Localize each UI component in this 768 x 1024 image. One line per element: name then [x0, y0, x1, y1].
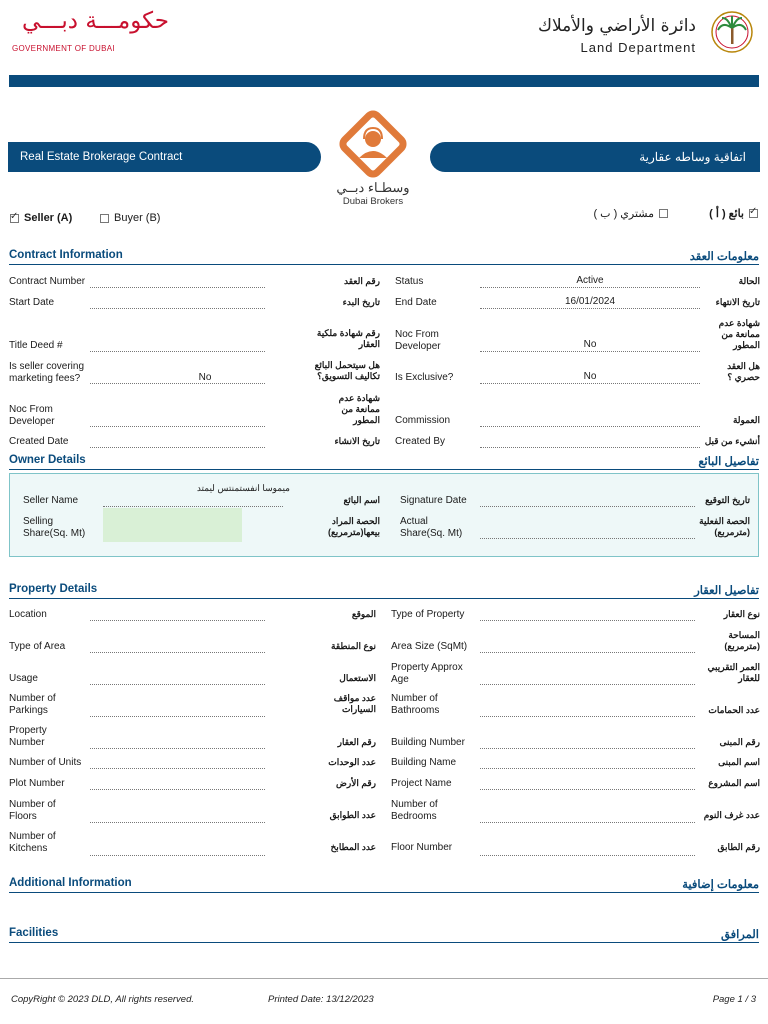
- noc-left-label: Noc From Developer: [9, 404, 55, 427]
- usage-label: Usage: [9, 673, 38, 684]
- noc-right-value: No: [583, 339, 597, 350]
- units-field[interactable]: [90, 768, 265, 769]
- is-exclusive-ar: هل العقد حصري ؟: [727, 361, 760, 382]
- section-title: Property Details: [9, 583, 98, 595]
- project-name-field[interactable]: [480, 789, 695, 790]
- building-number-ar: رقم المبنى: [719, 737, 760, 747]
- property-number-ar: رقم العقار: [337, 737, 376, 747]
- footer-divider: [0, 978, 768, 979]
- section-title: Additional Information: [9, 877, 132, 889]
- floors-field[interactable]: [90, 822, 265, 823]
- section-title-ar: المرافق: [721, 929, 759, 941]
- gov-logo-arabic: حكومـــة دبـــي: [22, 8, 170, 34]
- property-number-label: Property Number: [9, 725, 47, 748]
- floor-number-ar: رقم الطابق: [717, 842, 760, 852]
- bedrooms-field[interactable]: [480, 822, 695, 823]
- commission-ar: العمولة: [732, 415, 760, 425]
- location-field[interactable]: [90, 620, 265, 621]
- noc-left-field[interactable]: [90, 426, 265, 427]
- title-deed-field[interactable]: [90, 351, 265, 352]
- kitchens-label: Number of Kitchens: [9, 831, 56, 854]
- selling-share-input[interactable]: [103, 508, 242, 542]
- actual-share-label: Actual Share(Sq. Mt): [400, 516, 463, 539]
- section-title: Contract Information: [9, 249, 123, 261]
- dubai-brokers-logo-icon: [335, 106, 411, 182]
- contract-number-field[interactable]: [90, 287, 265, 288]
- title-english: Real Estate Brokerage Contract: [8, 142, 321, 172]
- end-date-label: End Date: [395, 297, 437, 308]
- property-number-field[interactable]: [90, 748, 265, 749]
- type-of-property-label: Type of Property: [391, 609, 465, 620]
- section-title: Owner Details: [9, 454, 86, 466]
- units-ar: عدد الوحدات: [328, 757, 376, 767]
- end-date-value: 16/01/2024: [564, 296, 616, 307]
- printed-date: Printed Date: 13/12/2023: [268, 994, 374, 1005]
- actual-share-field[interactable]: [480, 538, 695, 539]
- seller-name-label: Seller Name: [23, 495, 79, 506]
- building-name-ar: اسم المبنى: [718, 757, 760, 767]
- plot-number-field[interactable]: [90, 789, 265, 790]
- approx-age-label: Property Approx Age: [391, 662, 463, 685]
- start-date-label: Start Date: [9, 297, 55, 308]
- created-date-ar: تاريخ الانشاء: [334, 436, 380, 446]
- type-of-area-field[interactable]: [90, 652, 265, 653]
- usage-field[interactable]: [90, 684, 265, 685]
- floor-number-label: Floor Number: [391, 842, 453, 853]
- buyer-label-ar: مشتري ( ب ): [593, 208, 654, 220]
- type-of-area-label: Type of Area: [9, 641, 66, 652]
- type-of-property-field[interactable]: [480, 620, 695, 621]
- seller-marketing-value: No: [198, 372, 212, 383]
- parkings-label: Number of Parkings: [9, 693, 56, 716]
- start-date-field[interactable]: [90, 308, 265, 309]
- status-value: Active: [576, 275, 604, 286]
- owner-details-header: [9, 454, 759, 470]
- buyer-option[interactable]: [100, 212, 160, 224]
- checkbox-icon[interactable]: [659, 209, 668, 218]
- end-date-field[interactable]: [480, 308, 700, 309]
- title-deed-label: Title Deed #: [9, 340, 63, 351]
- building-number-label: Building Number: [391, 737, 465, 748]
- type-of-property-ar: نوع العقار: [723, 609, 760, 619]
- bedrooms-ar: عدد غرف النوم: [703, 810, 760, 820]
- noc-right-ar: شهادة عدم ممانعة من المطور: [718, 318, 760, 350]
- kitchens-ar: عدد المطابخ: [330, 842, 376, 852]
- noc-left-ar: شهادة عدم ممانعة من المطور: [338, 393, 380, 425]
- bathrooms-field[interactable]: [480, 716, 695, 717]
- commission-label: Commission: [395, 415, 451, 426]
- signature-date-ar: تاريخ التوقيع: [705, 495, 750, 505]
- building-number-field[interactable]: [480, 748, 695, 749]
- status-label: Status: [395, 276, 424, 287]
- is-exclusive-field[interactable]: [480, 383, 700, 384]
- noc-right-field[interactable]: [480, 351, 700, 352]
- contract-info-header: [9, 249, 759, 265]
- project-name-label: Project Name: [391, 778, 452, 789]
- contract-number-ar: رقم العقد: [344, 276, 380, 286]
- units-label: Number of Units: [9, 757, 82, 768]
- approx-age-field[interactable]: [480, 684, 695, 685]
- created-by-label: Created By: [395, 436, 446, 447]
- signature-date-label: Signature Date: [400, 495, 467, 506]
- land-department-emblem-icon: [710, 10, 754, 54]
- approx-age-ar: العمر التقريبي للعقار: [707, 662, 760, 683]
- seller-marketing-label: Is seller covering marketing fees?: [9, 361, 85, 384]
- seller-name-value: ميموسا انفستمنتس ليمتد: [196, 483, 290, 493]
- kitchens-field[interactable]: [90, 855, 265, 856]
- section-title-ar: معلومات العقد: [689, 251, 759, 263]
- status-field[interactable]: [480, 287, 700, 288]
- area-size-ar: المساحة (مترمربع): [724, 630, 760, 651]
- building-name-label: Building Name: [391, 757, 457, 768]
- created-by-field[interactable]: [480, 447, 700, 448]
- is-exclusive-label: Is Exclusive?: [395, 372, 454, 383]
- parkings-field[interactable]: [90, 716, 265, 717]
- facilities-header: [9, 927, 759, 943]
- copyright-text: CopyRight © 2023 DLD, All rights reserved.: [11, 994, 195, 1005]
- property-details-header: [9, 583, 759, 599]
- buyer-label: Buyer (B): [114, 212, 161, 224]
- floor-number-field[interactable]: [480, 855, 695, 856]
- location-ar: الموقع: [351, 609, 376, 619]
- title-arabic: اتفاقية وساطه عقارية: [430, 142, 760, 172]
- created-by-ar: أنشيء من قبل: [704, 436, 760, 446]
- buyer-option-ar[interactable]: [593, 207, 668, 220]
- signature-date-field[interactable]: [480, 506, 695, 507]
- end-date-ar: تاريخ الانتهاء: [715, 297, 760, 307]
- status-ar: الحالة: [738, 276, 760, 286]
- seller-name-ar: اسم البائع: [343, 495, 380, 505]
- building-name-field[interactable]: [480, 768, 695, 769]
- seller-name-field[interactable]: [103, 506, 283, 507]
- additional-info-header: [9, 877, 759, 893]
- header-bar: [9, 75, 759, 87]
- checkbox-icon[interactable]: [10, 214, 19, 223]
- created-date-field[interactable]: [90, 447, 265, 448]
- seller-label-ar: بائع ( أ ): [709, 208, 744, 220]
- bedrooms-label: Number of Bedrooms: [391, 799, 438, 822]
- seller-option-ar[interactable]: [709, 207, 758, 220]
- plot-number-label: Plot Number: [9, 778, 65, 789]
- floors-ar: عدد الطوابق: [329, 810, 376, 820]
- usage-ar: الاستعمال: [339, 673, 376, 683]
- location-label: Location: [9, 609, 47, 620]
- selling-share-ar: الحصة المراد بيعها(مترمربع): [327, 516, 380, 537]
- commission-field[interactable]: [480, 426, 700, 427]
- page-number: Page 1 / 3: [712, 994, 756, 1005]
- checkbox-icon[interactable]: [100, 214, 109, 223]
- title-deed-ar: رقم شهادة ملكية العقار: [316, 328, 380, 349]
- land-department-arabic: دائرة الأراضي والأملاك: [538, 16, 696, 36]
- section-title-ar: تفاصيل العقار: [694, 585, 759, 597]
- bathrooms-label: Number of Bathrooms: [391, 693, 440, 716]
- area-size-field[interactable]: [480, 652, 695, 653]
- land-department-english: Land Department: [580, 40, 696, 55]
- noc-right-label: Noc From Developer: [395, 329, 441, 352]
- actual-share-ar: الحصة الفعلية (مترمربع): [699, 516, 750, 537]
- seller-marketing-field[interactable]: [90, 383, 265, 384]
- gov-logo-english: GOVERNMENT OF DUBAI: [12, 44, 115, 53]
- seller-option[interactable]: [10, 212, 72, 224]
- seller-marketing-ar: هل سيتحمل البائع تكاليف التسويق؟: [314, 360, 380, 381]
- broker-logo-arabic: وسطـاء دبــي: [336, 180, 410, 195]
- checkbox-icon[interactable]: [749, 209, 758, 218]
- section-title: Facilities: [9, 927, 59, 939]
- floors-label: Number of Floors: [9, 799, 56, 822]
- contract-number-label: Contract Number: [9, 276, 86, 287]
- broker-logo-english: Dubai Brokers: [342, 196, 404, 207]
- section-title-ar: تفاصيل البائع: [698, 456, 759, 468]
- bathrooms-ar: عدد الحمامات: [708, 705, 760, 715]
- selling-share-label: Selling Share(Sq. Mt): [23, 516, 86, 539]
- project-name-ar: اسم المشروع: [708, 778, 760, 788]
- area-size-label: Area Size (SqMt): [391, 641, 468, 652]
- section-title-ar: معلومات إضافية: [682, 879, 759, 891]
- start-date-ar: تاريخ البدء: [342, 297, 380, 307]
- is-exclusive-value: No: [583, 371, 597, 382]
- type-of-area-ar: نوع المنطقة: [331, 641, 376, 651]
- plot-number-ar: رقم الأرض: [336, 778, 376, 788]
- created-date-label: Created Date: [9, 436, 69, 447]
- parkings-ar: عدد مواقف السيارات: [333, 693, 376, 714]
- seller-label: Seller (A): [24, 212, 73, 224]
